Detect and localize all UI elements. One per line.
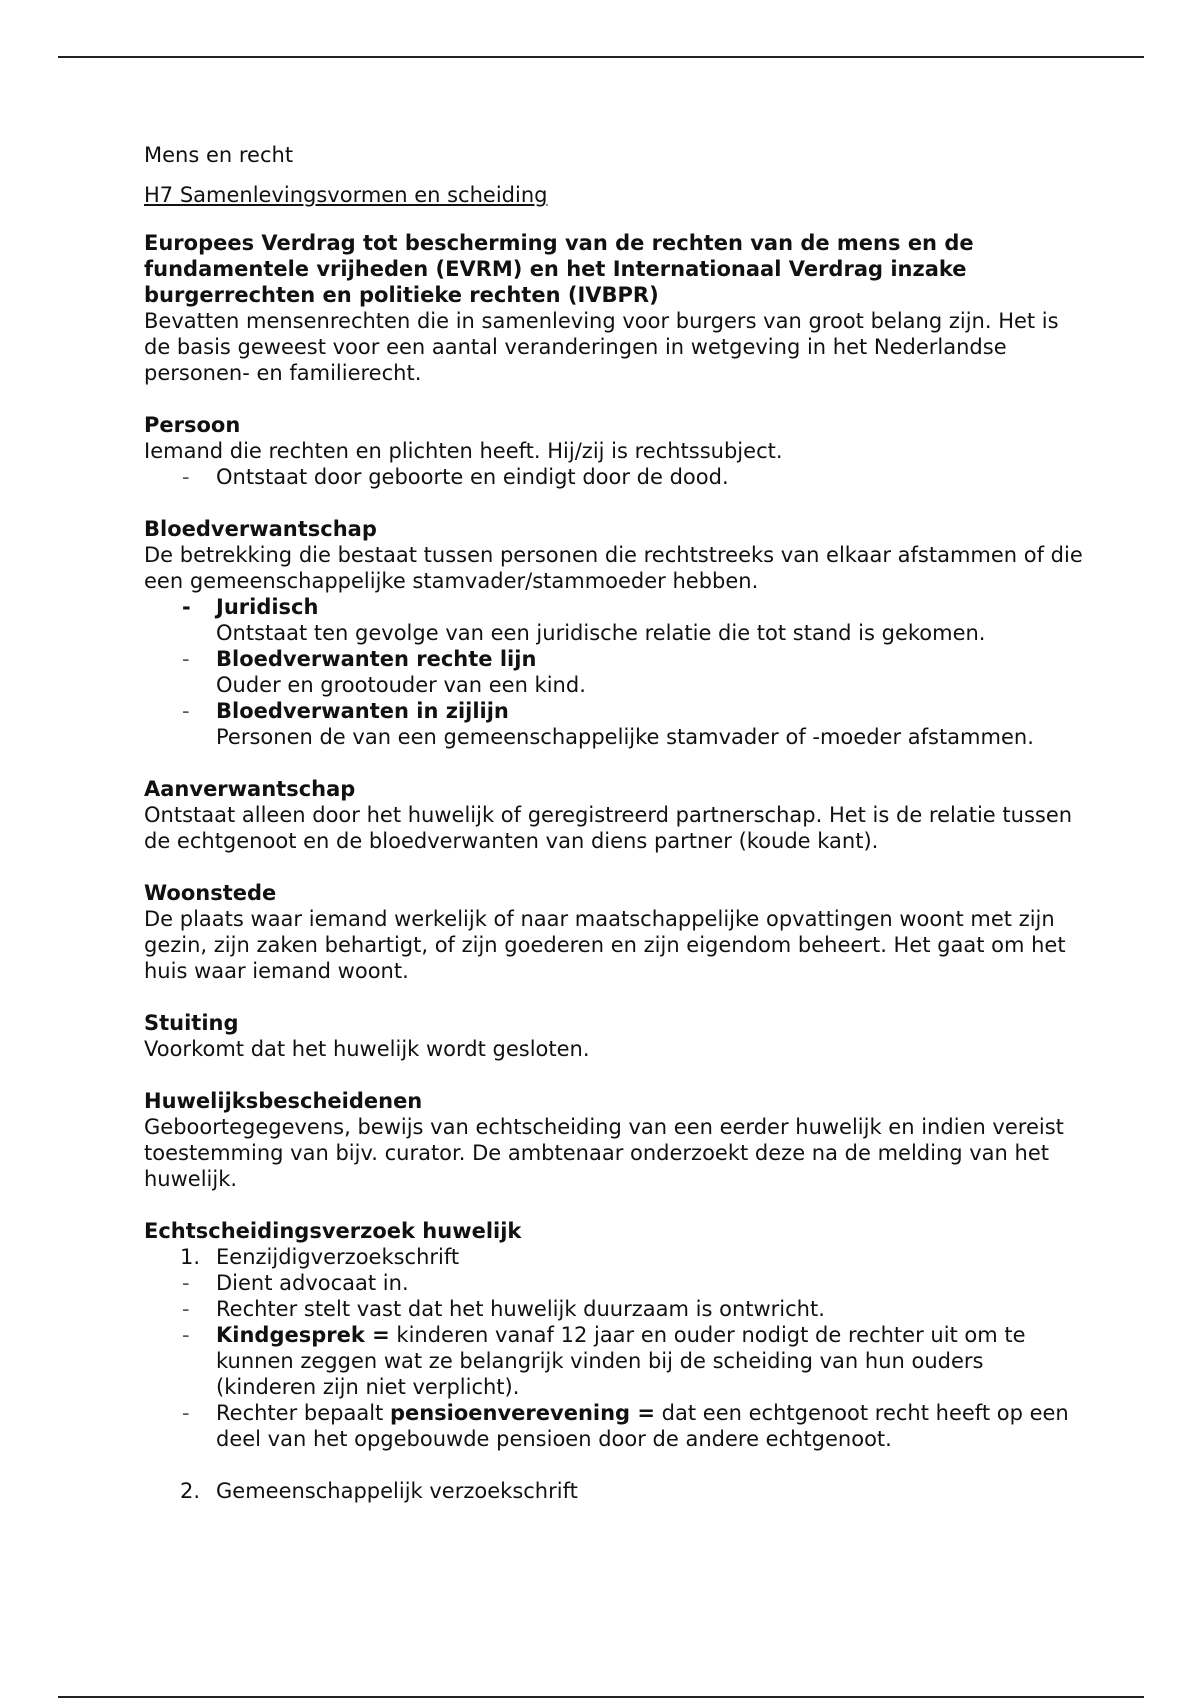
section-text: Ontstaat alleen door het huwelijk of geregistreerd partnerschap. Het is de relatie tussen de echtgenoot en de bloedverwanten van diens partner (koude kant). <box>144 803 1073 853</box>
list-item <box>144 1270 1084 1296</box>
section-persoon <box>144 412 1084 490</box>
list-item-text: Ouder en grootouder van een kind. <box>216 673 586 697</box>
section-bloedverwantschap <box>144 516 1084 750</box>
list-item-text: Rechter bepaalt <box>216 1401 390 1425</box>
list-item-text: Eenzijdigverzoekschrift <box>216 1245 460 1269</box>
dash-bullet: - <box>182 699 190 723</box>
section-echtscheiding <box>144 1218 1084 1504</box>
section-huwelijksbescheidenen <box>144 1088 1084 1192</box>
numbered-list <box>144 1244 1084 1452</box>
numbered-item <box>144 1478 1084 1504</box>
list-item <box>144 1322 1084 1400</box>
section-heading: Aanverwantschap <box>144 777 356 801</box>
section-heading: Europees Verdrag tot bescherming van de rechten van de mens en de fundamentele vrijheden (EVRM) en het Internationaal Verdrag inzake burgerrechten en politieke rechten (IVBPR) <box>144 231 974 307</box>
document-title: Mens en recht <box>144 143 294 167</box>
list-item-text: Personen de van een gemeenschappelijke stamvader of -moeder afstammen. <box>216 725 1034 749</box>
section-text: Bevatten mensenrechten die in samenleving voor burgers van groot belang zijn. Het is de basis geweest voor een aantal veranderingen in wetgeving in het Nederlandse personen- en familierecht. <box>144 309 1059 385</box>
header-rule <box>58 56 1144 58</box>
dash-bullet: - <box>182 595 191 619</box>
dash-bullet: - <box>182 465 190 489</box>
list-item-term: pensioenverevening = <box>389 1401 655 1425</box>
list-item-text: kinderen vanaf 12 jaar en ouder nodigt de rechter uit om te kunnen zeggen wat ze belangrijk vinden bij de scheiding van hun ouders (kinderen zijn niet verplicht). <box>216 1323 1026 1399</box>
section-stuiting <box>144 1010 1084 1062</box>
list-item-title: Juridisch <box>216 595 319 619</box>
list-item <box>144 1296 1084 1322</box>
list-item <box>144 646 1084 698</box>
section-woonstede <box>144 880 1084 984</box>
section-heading: Echtscheidingsverzoek huwelijk <box>144 1219 522 1243</box>
dash-bullet: - <box>182 647 190 671</box>
list-item-text: Rechter stelt vast dat het huwelijk duurzaam is ontwricht. <box>216 1297 825 1321</box>
numbered-item <box>144 1244 1084 1270</box>
section-text: Voorkomt dat het huwelijk wordt gesloten. <box>144 1037 590 1061</box>
list-item-text: dat een echtgenoot recht heeft op een deel van het opgebouwde pensioen door de andere echtgenoot. <box>216 1401 1069 1451</box>
list-item-title: Bloedverwanten rechte lijn <box>216 647 537 671</box>
chapter-title: H7 Samenlevingsvormen en scheiding <box>144 183 548 207</box>
list-item-text: Ontstaat door geboorte en eindigt door de dood. <box>216 465 729 489</box>
numbered-list <box>144 1478 1084 1504</box>
section-heading: Woonstede <box>144 881 277 905</box>
section-heading: Persoon <box>144 413 241 437</box>
item-number: 2. <box>180 1479 201 1503</box>
list-item <box>144 464 1084 490</box>
section-text: Geboortegegevens, bewijs van echtscheiding van een eerder huwelijk en indien vereist toestemming van bijv. curator. De ambtenaar onderzoekt deze na de melding van het huwelijk. <box>144 1115 1064 1191</box>
section-text: Iemand die rechten en plichten heeft. Hij/zij is rechtssubject. <box>144 439 783 463</box>
list-item-text: Dient advocaat in. <box>216 1271 409 1295</box>
section-aanverwantschap <box>144 776 1084 854</box>
section-heading: Huwelijksbescheidenen <box>144 1089 423 1113</box>
dash-bullet: - <box>182 1323 190 1347</box>
bullet-list <box>144 464 1084 490</box>
footer-rule <box>58 1696 1144 1698</box>
dash-bullet: - <box>182 1297 190 1321</box>
list-item-title: Bloedverwanten in zijlijn <box>216 699 509 723</box>
list-item <box>144 698 1084 750</box>
dash-bullet: - <box>182 1401 190 1425</box>
list-item-text: Ontstaat ten gevolge van een juridische relatie die tot stand is gekomen. <box>216 621 986 645</box>
section-text: De betrekking die bestaat tussen personen die rechtstreeks van elkaar afstammen of die een gemeenschappelijke stamvader/stammoeder hebben. <box>144 543 1083 593</box>
section-heading: Stuiting <box>144 1011 239 1035</box>
item-number: 1. <box>180 1245 201 1269</box>
list-item-term: Kindgesprek = <box>216 1323 390 1347</box>
bullet-list <box>144 594 1084 750</box>
list-item-text: Gemeenschappelijk verzoekschrift <box>216 1479 578 1503</box>
list-item <box>144 1400 1084 1452</box>
dash-bullet: - <box>182 1271 190 1295</box>
list-item <box>144 594 1084 646</box>
section-heading: Bloedverwantschap <box>144 517 377 541</box>
section-text: De plaats waar iemand werkelijk of naar maatschappelijke opvattingen woont met zijn gezin, zijn zaken behartigt, of zijn goederen en zijn eigendom beheert. Het gaat om het huis waar iemand woont. <box>144 907 1066 983</box>
page-content <box>144 142 1084 1530</box>
section-evrm <box>144 230 1084 386</box>
